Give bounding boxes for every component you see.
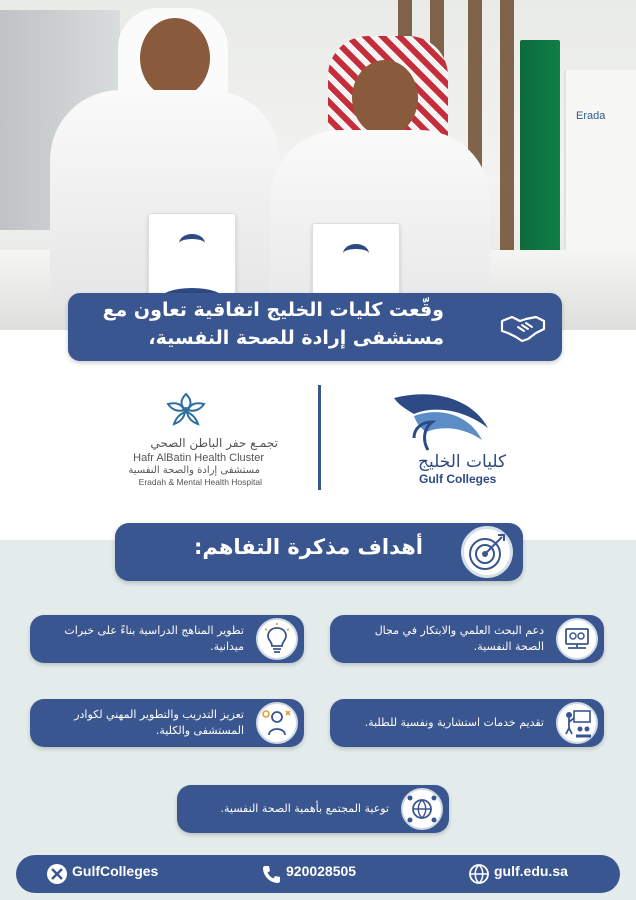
goals-banner: [115, 523, 523, 581]
face: [140, 18, 210, 98]
training-icon: [256, 702, 298, 744]
goal-text: تعزيز التدريب والتطوير المهني لكوادر المستشفى والكلية.: [74, 708, 244, 737]
goal-text: توعية المجتمع بأهمية الصحة النفسية.: [220, 802, 389, 815]
goal-card: [330, 615, 604, 663]
footer-bar: [16, 855, 620, 893]
goal-card: [330, 699, 604, 747]
website-link[interactable]: gulf.edu.sa: [494, 863, 568, 879]
goal-card: [177, 785, 449, 833]
flag: [520, 40, 560, 270]
x-logo-icon: [46, 863, 68, 885]
research-icon: [556, 618, 598, 660]
phone-icon: [260, 863, 282, 885]
goal-card: [30, 699, 304, 747]
target-icon: [461, 526, 513, 578]
goals-title: أهداف مذكرة التفاهم:: [194, 535, 423, 559]
social-handle[interactable]: GulfColleges: [72, 863, 159, 879]
face: [352, 60, 418, 136]
globe-icon: [468, 863, 490, 885]
hospital-arabic: مستشفى إرادة والصحة النفسية: [128, 465, 260, 476]
headline-line2: مستشفى إرادة للصحة النفسية،: [148, 327, 444, 349]
goal-text: تقديم خدمات استشارية ونفسية للطلبة.: [364, 716, 544, 729]
logo-divider: [318, 385, 321, 490]
photo: [0, 0, 636, 330]
hospital-english: Eradah & Mental Health Hospital: [138, 477, 262, 487]
blind-decoration: [500, 0, 514, 260]
goal-card: [30, 615, 304, 663]
health-cluster-english: Hafr AlBatin Health Cluster: [133, 452, 264, 464]
goal-text: دعم البحث العلمي والابتكار في مجال الصحة النفسية.: [374, 624, 544, 653]
health-cluster-arabic: تجمـع حفر الباطن الصحي: [150, 436, 278, 450]
community-icon: [401, 788, 443, 830]
headline-line1: وقّعت كليات الخليج اتفاقية تعاون مع: [102, 299, 444, 321]
health-cluster-logo-icon: [160, 390, 212, 430]
presentation-icon: [556, 702, 598, 744]
wall-sign-text: Erada: [576, 110, 606, 122]
handshake-icon: [500, 307, 546, 347]
gulf-colleges-arabic: كليات الخليج: [418, 452, 507, 472]
headline-banner: [68, 293, 562, 361]
lightbulb-icon: [256, 618, 298, 660]
gulf-colleges-english: Gulf Colleges: [419, 472, 497, 486]
phone-number[interactable]: 920028505: [286, 863, 357, 879]
goal-text: تطوير المناهج الدراسية بناءً على خبرات ميدانية.: [64, 624, 244, 653]
